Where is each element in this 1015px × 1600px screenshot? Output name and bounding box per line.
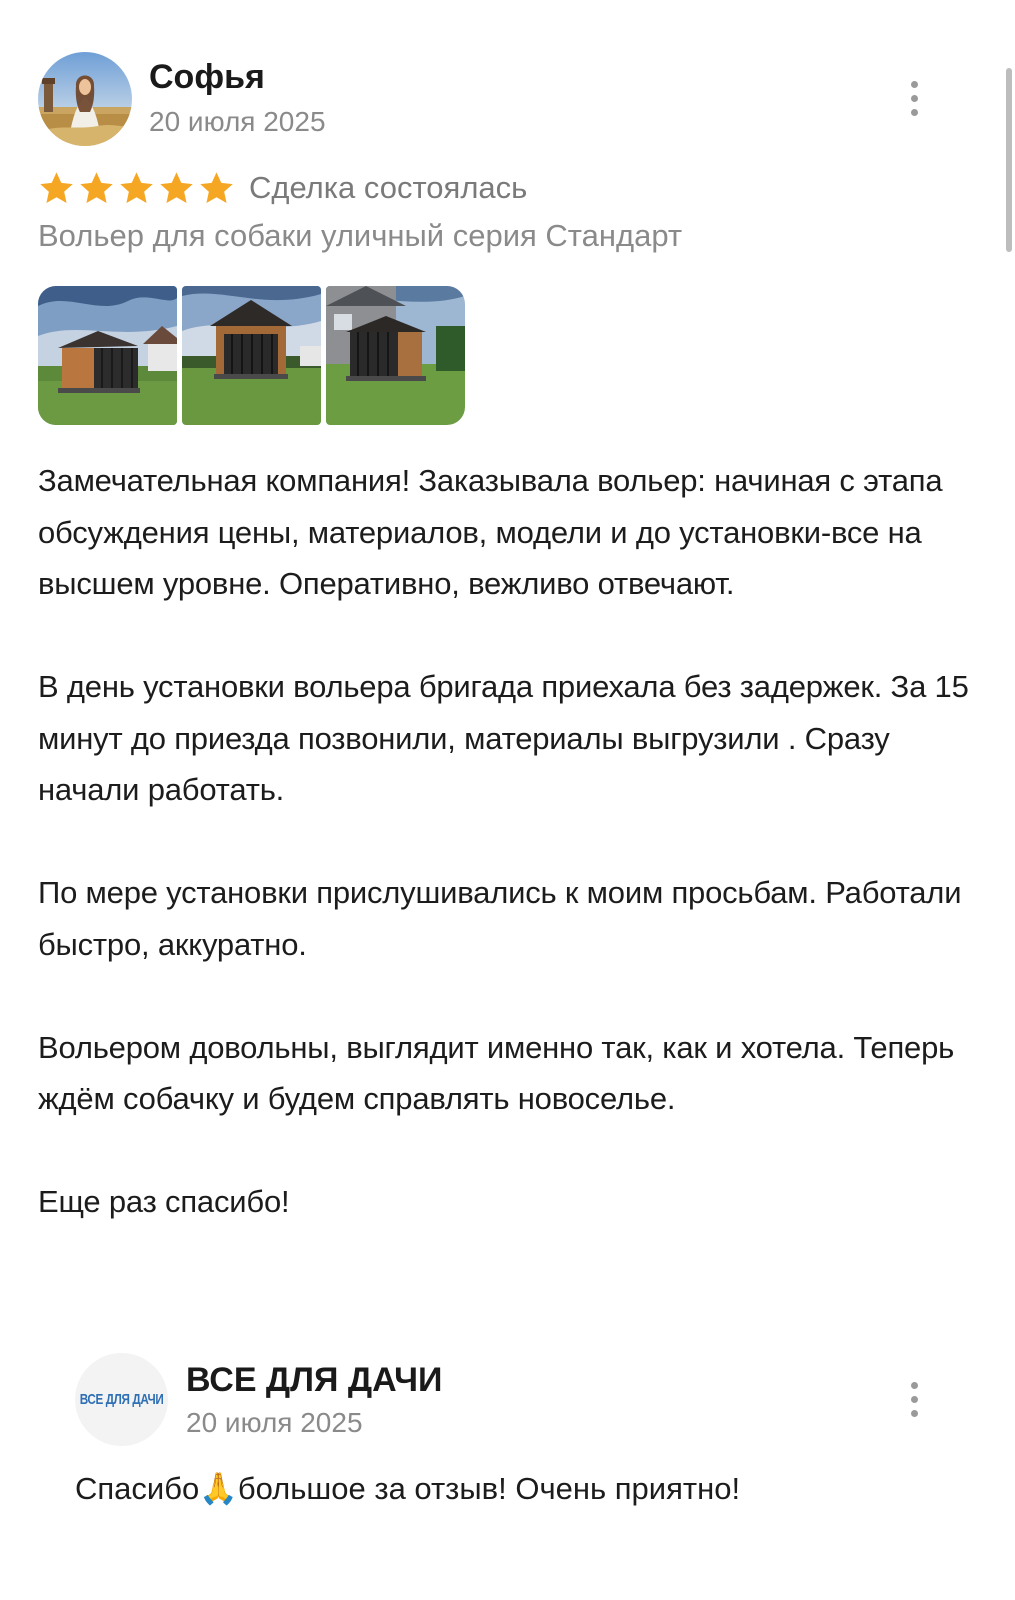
star-icon — [38, 170, 75, 206]
seller-name[interactable]: ВСЕ ДЛЯ ДАЧИ — [186, 1361, 443, 1399]
review-card — [38, 52, 978, 1228]
review-text: Замечательная компания! Заказывала вольер: начиная с этапа обсуждения цены, материалов, модели и до установки-все на высшем уровне. Оперативно, вежливо отвечают. В день установки вольера бригада приехала без задержек. За 15 минут до приезда позвонили, материалы выгрузили . Сразу начали работать. По мере установки прислушивались к моим просьбам. Работали быстро, аккуратно. Вольером довольны, выглядит именно так, как и хотела. Теперь ждём собачку и будем справлять новоселье. Еще раз спасибо! — [38, 463, 969, 1219]
review-photo[interactable] — [326, 286, 465, 425]
star-icon — [158, 170, 195, 206]
product-link[interactable]: Вольер для собаки уличный серия Стандарт — [38, 218, 683, 253]
rating-row — [38, 168, 978, 208]
folded-hands-icon: 🙏 — [199, 1471, 238, 1506]
author-avatar[interactable] — [38, 52, 132, 146]
kebab-vertical-icon — [911, 81, 918, 88]
reply-date: 20 июля 2025 — [186, 1407, 363, 1438]
reply-menu-button[interactable] — [898, 1379, 930, 1419]
star-icon — [118, 170, 155, 206]
review-photo[interactable] — [38, 286, 177, 425]
star-icon — [78, 170, 115, 206]
author-name[interactable]: Софья — [149, 58, 265, 96]
reply-text-end: большое за отзыв! Очень приятно! — [237, 1471, 741, 1506]
review-date: 20 июля 2025 — [149, 106, 326, 137]
review-photo[interactable] — [182, 286, 321, 425]
review-header — [38, 52, 978, 148]
review-photos — [38, 286, 978, 425]
kebab-vertical-icon — [911, 1382, 918, 1389]
star-icon — [198, 170, 235, 206]
review-menu-button[interactable] — [898, 78, 930, 118]
star-rating — [38, 170, 235, 206]
seller-reply — [75, 1353, 935, 1511]
reply-header — [75, 1353, 935, 1449]
deal-status: Сделка состоялась — [249, 170, 528, 205]
reply-text-start: Спасибо — [75, 1471, 200, 1506]
reply-text — [75, 1467, 935, 1511]
scrollbar[interactable] — [1006, 68, 1012, 252]
seller-avatar[interactable] — [75, 1353, 168, 1446]
seller-logo-text: ВСЕ ДЛЯ ДАЧИ — [79, 1391, 164, 1408]
